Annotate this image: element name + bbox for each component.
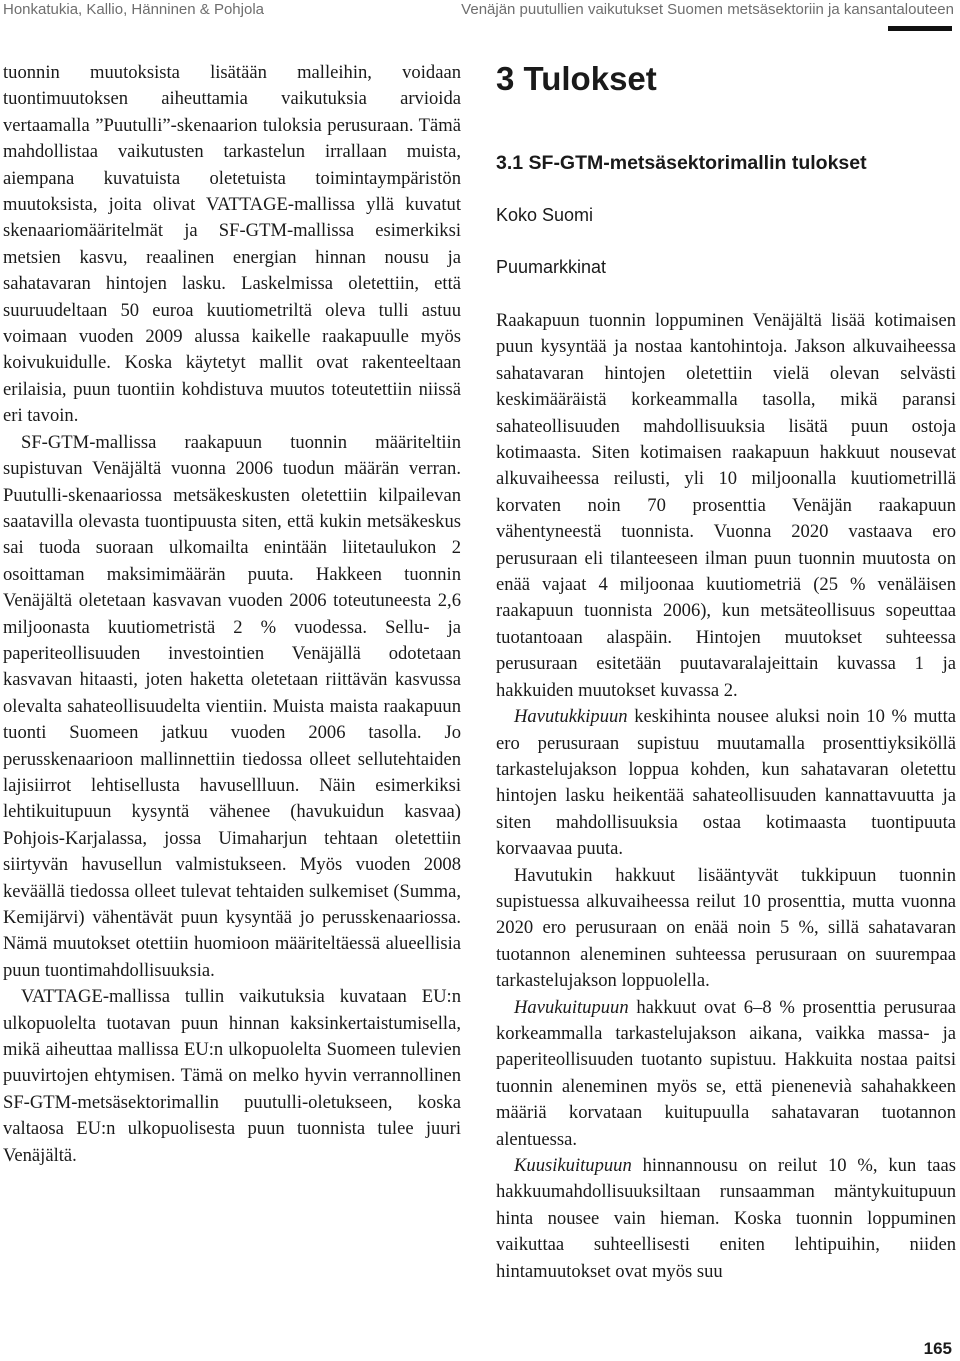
paragraph-text: Raakapuun tuonnin loppuminen Venäjältä lisää kotimaisen puun kysyntää ja nostaa kantohintoja. Jakson alkuvaiheessa sahatavaran hintojen oletettiin vielä olevan selvästi keskimääräistä korkeammalla tasolla, mikä paransi sahateollisuuden mahdollisuuksia lisätä puun ostoja kotimaasta. Siten kotimaisen raakapuun hakkuut nousevat alkuvaiheessa reilusti, yli 10 miljoonalla kuutiometrillä korvaten noin 70 prosenttia Venäjän raakapuun vähentyneestä tuonnista. Vuonna 2020 vastaava ero perusuraan eli tilanteeseen ilman puun tuonnin muutosta on enää vajaat 4 miljoonaa kuutiometriä (25 % venäläisen raakapuun tuonnista 2006), kun metsäteollisuus sopeuttaa tuotantoaan alaspäin. Hintojen muutokset suhteessa perusuraan esitetään puutavaralajeittain kuvassa 1 ja hakkuiden muutokset kuvassa 2. (496, 310, 956, 701)
left-column (3, 60, 461, 1169)
right-column (496, 60, 956, 1285)
body-paragraph (496, 704, 956, 862)
body-paragraph: VATTAGE-mallissa tullin vaikutuksia kuvataan EU:n ulkopuolelta tuotavan puun hinnan kaksinkertaistumisella, mikä aiheuttaa mallissa EU:n ulkopuolelta Suomeen tulevien puuvirtojen ehtymisen. Tämä on melko hyvin verrannollinen SF-GTM-metsäsektorimallin puutulli-oletukseen, koska valtaosa EU:n ulkopuolisesta puun tuonnista tulee juuri Venäjältä. (3, 986, 461, 1166)
body-paragraph (496, 1153, 956, 1285)
paragraph-text: hakkuut ovat 6–8 % prosenttia perusuraa korkeammalla tarkastelujakson aikana, vaikka massa- ja paperiteollisuuden tuotanto supistuu. Hakkuita nostaa paitsi tuonnin aleneminen myös se, että pienenevià sahahakkeen määriä korvataan kuitupuulla sahatavaran tuotannon alentuessa. (496, 996, 956, 1150)
paragraph-text: hinnannousu on reilut 10 %, kun taas hakkuumahdollisuuksiltaan runsaamman mäntykuitupuun hinta nousee vain hieman. Koska tuonnin loppuminen vaikuttaa suhteellisesti eniten lehtipuihin, niiden hintamuutokset ovat myös suu (496, 1155, 956, 1282)
header-authors: Honkatukia, Kallio, Hänninen & Pohjola (3, 1, 264, 18)
italic-term: Havukuitupuun (514, 996, 629, 1018)
body-paragraph: tuonnin muutoksista lisätään malleihin, voidaan tuontimuutoksen aiheuttamia vaikutuksia arvioida vertaamalla ”Puutulli”-skenaarion tuloksia perusuraan. Tämä mahdollistaa vaikutusten tarkastelun irrallaan muista, aiempana kuvatuista oletetuista toimintaympäristön muutoksista, joita olivat VATTAGE-mallissa yllä kuvatut skenaariomääritelmät ja SF-GTM-mallissa esimerkiksi metsien kasvu, reaalinen energian hinnan nousu ja sahatavaran hintojen lasku. Laskelmissa oletettiin, että suuruudeltaan 50 euroa kuutiometriltä oleva tulli astuu voimaan vuoden 2009 alussa kaikelle raakapuulle myös koivukuidulle. Koska käytetyt mallit ovat rakenteeltaan erilaisia, puun tuontiin kohdistuva muutos toteutettiin niissä eri tavoin. (3, 62, 461, 427)
italic-term: Kuusikuitupuun (514, 1155, 632, 1176)
running-header (0, 0, 960, 30)
header-rule-bar (888, 26, 952, 31)
paragraph-text: keskihinta nousee aluksi noin 10 % mutta ero perusuraan supistuu muutamalla prosenttiyksiköllä tarkastelujakson loppua kohden, kun sahatavaran oletettu hintojen lasku heikentää sahateollisuuden kannattavuutta ja siten mahdollisuuksia ostaa kotimaasta tuontipuuta korvaavaa puuta. (496, 706, 956, 860)
paragraph-text: Havutukin hakkuut lisääntyvät tukkipuun tuonnin supistuessa alkuvaiheessa reilut 10 prosenttia, mutta vuonna 2020 ero perusuraan on enää noin 5 %, sillä sahatavaran tuotannon aleneminen suhteessa perusuraan on suurempaa tarkastelujakson loppuolella. (496, 864, 956, 992)
page-number: 165 (923, 1339, 952, 1358)
section-title: 3 Tulokset (496, 60, 657, 97)
body-paragraph (496, 308, 956, 704)
topic-heading: Puumarkkinat (496, 257, 607, 277)
body-paragraph: SF-GTM-mallissa raakapuun tuonnin määriteltiin supistuvan Venäjältä vuonna 2006 tuodun määrän verran. Puutulli-skenaariossa metsäkeskusten oletettiin kilpailevan saatavilla olevasta tuontipuusta siten, että kukin metsäkeskus sai tuoda suoraan ulkomailta enintään liitetaulukon 2 osoittaman maksimimäärän puuta. Hakkeen tuonnin Venäjältä oletetaan kasvavan vuoden 2006 toteutuneesta 2,6 miljoonasta kuutiometristä 2 % vuodessa. Sellu- ja paperiteollisuuden investointien Venäjällä odotetaan kasvavan hitaasti, joten haketta oletetaan riittävän kasvussa olevalta sahateollisuudelta vientiin. Muista maista raakapuun tuonti Suomeen jatkuu vuoden 2006 tasolla. Jo perusskenaarioon mallinnettiin tiedossa olleet sellutehtaiden lajisiirrot lehtisellusta havusellluun. Näin esimerkiksi lehtikuitupuun kysyntä vähenee (havukuidun kasvaa) Pohjois-Karjalassa, jossa Uimaharjun tehtaan oletettiin siirtyvän havusellun valmistukseen. Myös vuoden 2008 keväällä tiedossa olleet tulevat tehtaiden sulkemiset (Summa, Kemijärvi) vähentävät puun kysyntää jo perusskenaariossa. Nämä muutokset otettiin huomioon määriteltäessä alueellisia puun tuontimahdollisuuksia. (3, 431, 461, 981)
body-paragraph (496, 995, 956, 1153)
subsection-title: 3.1 SF-GTM-metsäsektorimallin tulokset (496, 152, 867, 174)
header-running-title: Venäjän puutullien vaikutukset Suomen metsäsektoriin ja kansantalouteen (461, 1, 954, 18)
body-paragraph (496, 863, 956, 995)
italic-term: Havutukkipuun (514, 706, 628, 728)
region-heading: Koko Suomi (496, 205, 594, 225)
